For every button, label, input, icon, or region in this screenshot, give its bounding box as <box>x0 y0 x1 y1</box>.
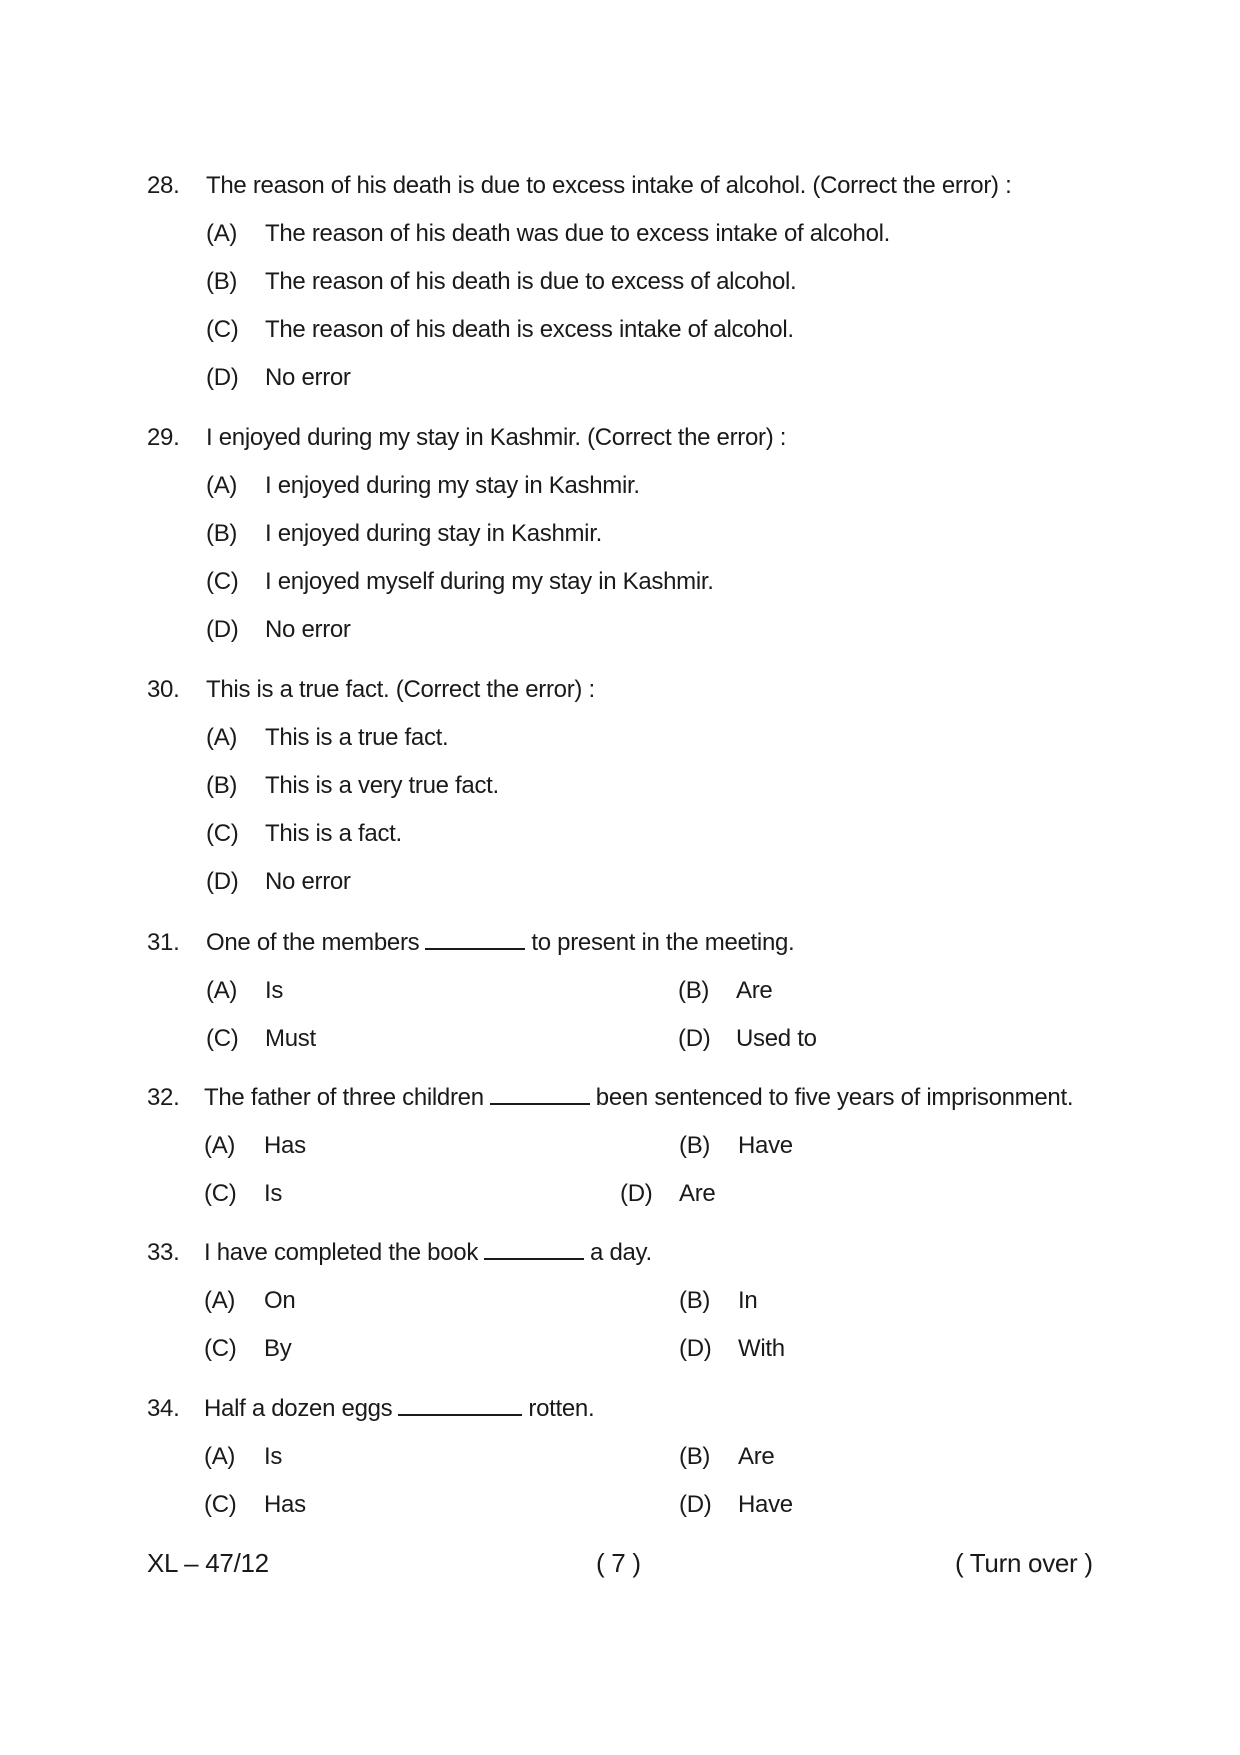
question-text-after: been sentenced to five years of imprisonment. <box>595 1084 1074 1111</box>
question-number: 30. <box>147 676 180 703</box>
fill-blank <box>490 1083 590 1105</box>
option-letter: (C) <box>206 316 239 343</box>
option-text: Is <box>264 1180 283 1207</box>
option-text: Have <box>738 1132 793 1159</box>
option-text: No error <box>265 868 351 895</box>
option-text: No error <box>265 616 351 643</box>
option-text: On <box>264 1287 296 1314</box>
option-letter: (A) <box>204 1287 236 1314</box>
option-letter: (C) <box>206 1025 239 1052</box>
page-number: ( 7 ) <box>596 1548 641 1578</box>
option-letter: (A) <box>204 1132 236 1159</box>
option-letter: (B) <box>679 1132 711 1159</box>
option-text: Are <box>738 1443 775 1470</box>
fill-blank <box>484 1238 584 1260</box>
option-letter: (B) <box>678 977 710 1004</box>
option-letter: (D) <box>679 1335 712 1362</box>
question-text-before: I have completed the book <box>204 1239 479 1266</box>
option-letter: (B) <box>679 1287 711 1314</box>
option-text: This is a very true fact. <box>265 772 499 799</box>
option-letter: (A) <box>206 724 238 751</box>
option-letter: (A) <box>206 472 238 499</box>
question-text-before: One of the members <box>206 929 420 956</box>
option-letter: (D) <box>206 616 239 643</box>
option-text: Has <box>264 1132 306 1159</box>
option-letter: (C) <box>206 568 239 595</box>
option-letter: (A) <box>206 977 238 1004</box>
option-letter: (C) <box>204 1335 237 1362</box>
option-text: In <box>738 1287 758 1314</box>
question-text-before: Half a dozen eggs <box>204 1395 393 1422</box>
option-letter: (D) <box>206 868 239 895</box>
option-text: Has <box>264 1491 306 1518</box>
question-text: The reason of his death is due to excess intake of alcohol. (Correct the error) : <box>206 172 1012 199</box>
option-text: The reason of his death is excess intake of alcohol. <box>265 316 794 343</box>
option-letter: (C) <box>206 820 239 847</box>
question-text-after: to present in the meeting. <box>531 929 795 956</box>
option-letter: (B) <box>206 520 238 547</box>
fill-blank <box>398 1394 522 1416</box>
option-text: This is a true fact. <box>265 724 449 751</box>
option-text: By <box>264 1335 292 1362</box>
question-text-after: rotten. <box>528 1395 595 1422</box>
question-number: 33. <box>147 1239 180 1266</box>
option-text: Is <box>264 1443 283 1470</box>
question-number: 34. <box>147 1395 180 1422</box>
option-text: Used to <box>736 1025 817 1052</box>
option-text: This is a fact. <box>265 820 402 847</box>
option-text: Is <box>265 977 284 1004</box>
question-text <box>204 1083 1073 1113</box>
question-text <box>206 928 794 958</box>
option-text: With <box>738 1335 785 1362</box>
option-letter: (B) <box>679 1443 711 1470</box>
question-number: 29. <box>147 424 180 451</box>
question-text-before: The father of three children <box>204 1084 484 1111</box>
option-text: Are <box>679 1180 716 1207</box>
option-text: I enjoyed myself during my stay in Kashmir. <box>265 568 714 595</box>
turn-over-note: ( Turn over ) <box>955 1548 1093 1578</box>
option-text: The reason of his death was due to excess intake of alcohol. <box>265 220 891 247</box>
question-text: I enjoyed during my stay in Kashmir. (Correct the error) : <box>206 424 787 451</box>
fill-blank <box>425 928 525 950</box>
option-text: I enjoyed during my stay in Kashmir. <box>265 472 640 499</box>
question-number: 31. <box>147 929 180 956</box>
option-text: Have <box>738 1491 793 1518</box>
option-text: I enjoyed during stay in Kashmir. <box>265 520 602 547</box>
question-number: 28. <box>147 172 180 199</box>
paper-code: XL – 47/12 <box>147 1548 269 1578</box>
question-text <box>204 1394 594 1424</box>
question-number: 32. <box>147 1084 180 1111</box>
option-letter: (D) <box>679 1491 712 1518</box>
option-text: Must <box>265 1025 316 1052</box>
question-text-after: a day. <box>590 1239 652 1266</box>
question-text: This is a true fact. (Correct the error) : <box>206 676 595 703</box>
option-text: The reason of his death is due to excess of alcohol. <box>265 268 797 295</box>
option-text: No error <box>265 364 351 391</box>
option-letter: (D) <box>620 1180 653 1207</box>
option-letter: (A) <box>206 220 238 247</box>
option-letter: (B) <box>206 268 238 295</box>
option-letter: (B) <box>206 772 238 799</box>
option-letter: (C) <box>204 1180 237 1207</box>
option-letter: (D) <box>678 1025 711 1052</box>
option-text: Are <box>736 977 773 1004</box>
question-text <box>204 1238 652 1268</box>
option-letter: (C) <box>204 1491 237 1518</box>
option-letter: (A) <box>204 1443 236 1470</box>
option-letter: (D) <box>206 364 239 391</box>
